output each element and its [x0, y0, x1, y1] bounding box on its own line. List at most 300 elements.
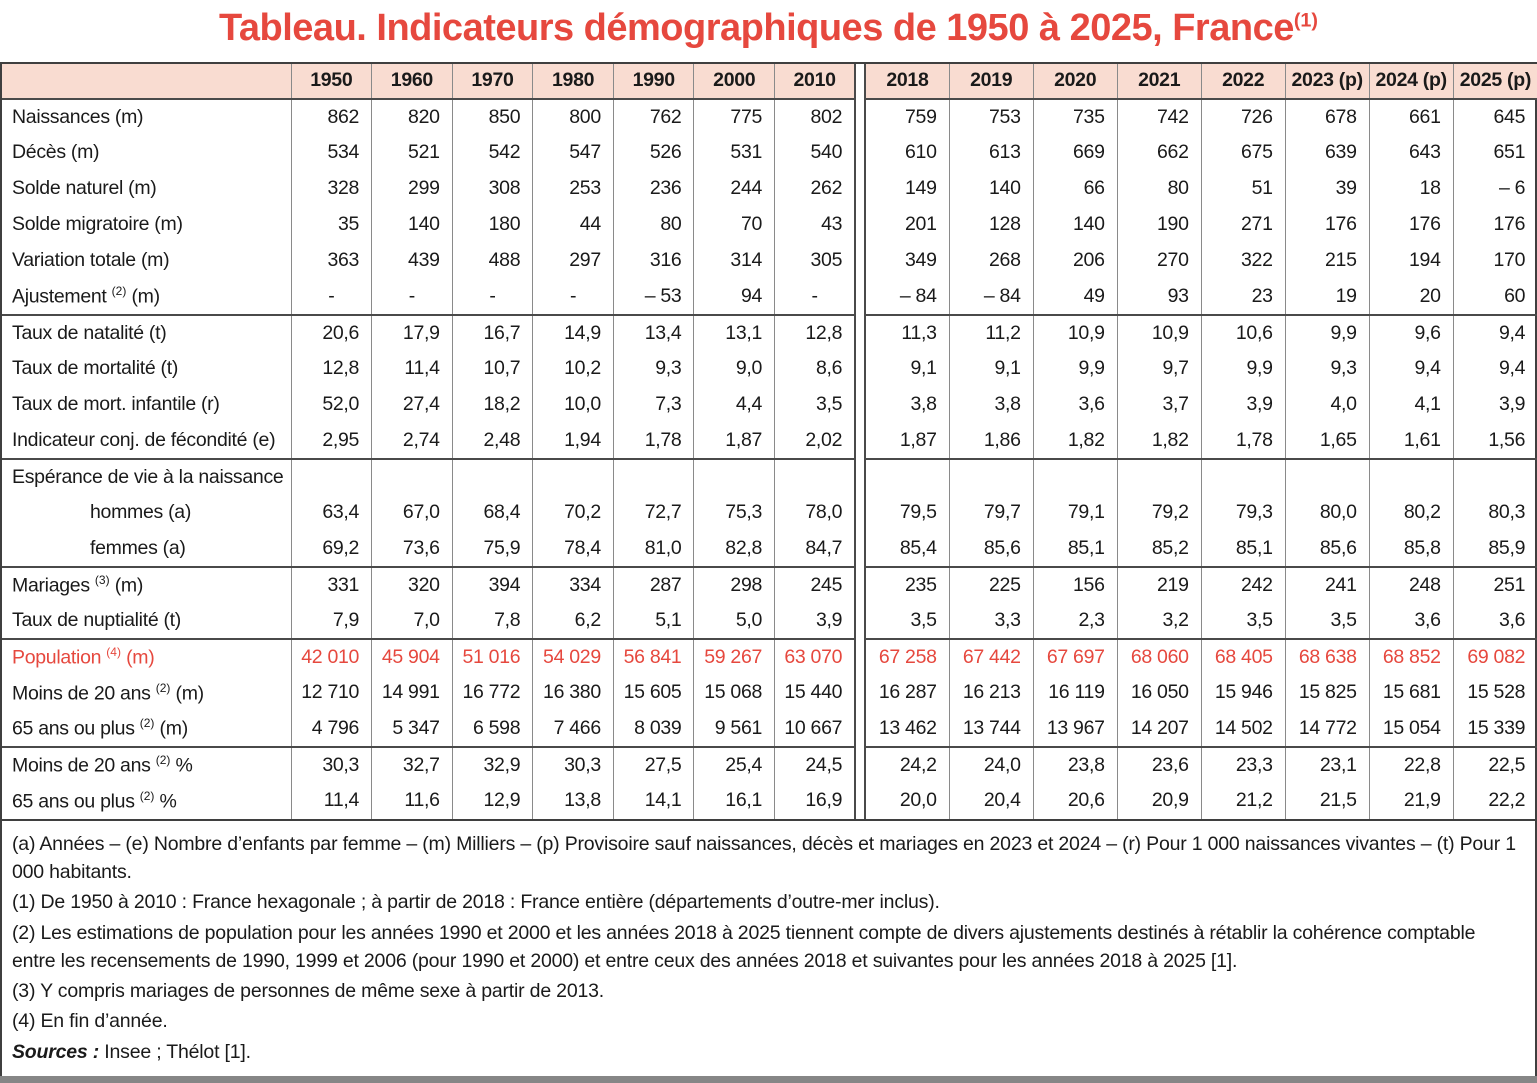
row-label-text: Variation totale (m): [12, 249, 170, 272]
value-cell: 15 068: [694, 675, 775, 711]
value-cell: 363: [291, 243, 372, 279]
row-label-text: Décès (m): [12, 141, 100, 164]
value-cell: 9,4: [1453, 315, 1537, 351]
value-cell: 16,7: [452, 315, 533, 351]
value-cell: 235: [865, 567, 949, 603]
value-cell: 85,1: [1033, 531, 1117, 567]
table-row: [2, 423, 1537, 459]
year-header-cell: 2023 (p): [1285, 64, 1369, 99]
value-cell: 69,2: [291, 531, 372, 567]
value-cell: 251: [1453, 567, 1537, 603]
value-cell: 15 528: [1453, 675, 1537, 711]
value-cell: 67,0: [372, 495, 453, 531]
value-cell: 1,61: [1369, 423, 1453, 459]
row-label-superscript: (4): [106, 645, 121, 660]
value-cell: 94: [694, 279, 775, 315]
row-label-text: Solde migratoire (m): [12, 213, 183, 236]
value-cell: 85,9: [1453, 531, 1537, 567]
value-cell: 79,3: [1201, 495, 1285, 531]
value-cell: 3,6: [1453, 603, 1537, 639]
year-header-cell: 2025 (p): [1453, 64, 1537, 99]
value-cell: 2,95: [291, 423, 372, 459]
row-label-text: 65 ans ou plus: [12, 717, 140, 740]
value-cell: 176: [1453, 207, 1537, 243]
row-label: [2, 603, 291, 639]
value-cell: 15 605: [613, 675, 694, 711]
footnote-line: (a) Années – (e) Nombre d’enfants par femme – (m) Milliers – (p) Provisoire sauf naissances, décès et mariages en 2023 et 2024 – (r) Pour 1 000 naissances vivantes – (t) Pour 1 000 habitants.: [12, 832, 1516, 884]
table-row: [2, 675, 1537, 711]
value-cell: 271: [1201, 207, 1285, 243]
value-cell: 639: [1285, 135, 1369, 171]
value-cell: – 6: [1453, 171, 1537, 207]
value-cell: [452, 459, 533, 495]
value-cell: 3,3: [949, 603, 1033, 639]
table-row: [2, 99, 1537, 135]
value-cell: 297: [533, 243, 614, 279]
year-header-cell: 1950: [291, 64, 372, 99]
column-divider: [855, 531, 865, 567]
value-cell: 27,4: [372, 387, 453, 423]
row-label-text: Mariages: [12, 574, 95, 597]
row-label: [2, 99, 291, 135]
year-header-cell: 1970: [452, 64, 533, 99]
row-label: [2, 531, 291, 567]
value-cell: 9,9: [1033, 351, 1117, 387]
value-cell: 80: [1117, 171, 1201, 207]
column-divider: [855, 747, 865, 783]
row-label-text: 65 ans ou plus: [12, 790, 140, 813]
value-cell: 140: [949, 171, 1033, 207]
table-row: [2, 531, 1537, 567]
value-cell: 675: [1201, 135, 1285, 171]
year-header-cell: 2021: [1117, 64, 1201, 99]
value-cell: 68 638: [1285, 639, 1369, 675]
value-cell: 328: [291, 171, 372, 207]
value-cell: 10 667: [775, 711, 856, 747]
value-cell: 244: [694, 171, 775, 207]
column-divider: [855, 99, 865, 135]
value-cell: 43: [775, 207, 856, 243]
value-cell: 762: [613, 99, 694, 135]
table-row: [2, 387, 1537, 423]
value-cell: 82,8: [694, 531, 775, 567]
value-cell: 759: [865, 99, 949, 135]
value-cell: 1,87: [694, 423, 775, 459]
value-cell: 2,48: [452, 423, 533, 459]
year-header-cell: 2010: [775, 64, 856, 99]
value-cell: 51 016: [452, 639, 533, 675]
value-cell: 3,5: [1201, 603, 1285, 639]
value-cell: 8,6: [775, 351, 856, 387]
row-label-superscript: (2): [111, 284, 127, 299]
value-cell: 15 339: [1453, 711, 1537, 747]
row-label: [2, 711, 291, 747]
value-cell: – 84: [865, 279, 949, 315]
value-cell: 16 119: [1033, 675, 1117, 711]
row-label: [2, 675, 291, 711]
value-cell: 735: [1033, 99, 1117, 135]
year-header-cell: 2018: [865, 64, 949, 99]
value-cell: [694, 459, 775, 495]
value-cell: 1,94: [533, 423, 614, 459]
value-cell: 51: [1201, 171, 1285, 207]
table-row: [2, 783, 1537, 819]
value-cell: 54 029: [533, 639, 614, 675]
value-cell: 19: [1285, 279, 1369, 315]
footnotes: [2, 819, 1535, 1076]
value-cell: 534: [291, 135, 372, 171]
value-cell: 66: [1033, 171, 1117, 207]
value-cell: 42 010: [291, 639, 372, 675]
row-label-text: Taux de nuptialité (t): [12, 608, 181, 631]
value-cell: 10,0: [533, 387, 614, 423]
value-cell: 13 462: [865, 711, 949, 747]
value-cell: 16 287: [865, 675, 949, 711]
year-header-cell: 2019: [949, 64, 1033, 99]
value-cell: 7,3: [613, 387, 694, 423]
column-divider: [855, 387, 865, 423]
value-cell: -: [775, 279, 856, 315]
value-cell: 63 070: [775, 639, 856, 675]
table-row: [2, 315, 1537, 351]
value-cell: 201: [865, 207, 949, 243]
table-row: [2, 495, 1537, 531]
value-cell: 93: [1117, 279, 1201, 315]
row-label-superscript: (2): [155, 680, 171, 695]
row-label: [2, 639, 291, 675]
value-cell: 316: [613, 243, 694, 279]
value-cell: 140: [1033, 207, 1117, 243]
table-row: [2, 207, 1537, 243]
value-cell: 32,9: [452, 747, 533, 783]
value-cell: 3,9: [1453, 387, 1537, 423]
value-cell: 15 440: [775, 675, 856, 711]
value-cell: 16,9: [775, 783, 856, 819]
value-cell: 44: [533, 207, 614, 243]
table-row: [2, 747, 1537, 783]
value-cell: 10,9: [1033, 315, 1117, 351]
value-cell: 678: [1285, 99, 1369, 135]
row-label: [2, 279, 291, 315]
value-cell: [949, 459, 1033, 495]
table-title-text: Tableau. Indicateurs démographiques de 1950 à 2025, France: [219, 7, 1294, 49]
value-cell: 72,7: [613, 495, 694, 531]
row-label-text: Taux de mort. infantile (r): [12, 393, 220, 416]
value-cell: 170: [1453, 243, 1537, 279]
value-cell: 56 841: [613, 639, 694, 675]
value-cell: 726: [1201, 99, 1285, 135]
column-divider: [855, 459, 865, 495]
table-container: [0, 62, 1537, 1076]
row-label-text: femmes (a): [90, 536, 186, 559]
value-cell: 3,8: [949, 387, 1033, 423]
value-cell: 80,2: [1369, 495, 1453, 531]
value-cell: 75,3: [694, 495, 775, 531]
value-cell: 18,2: [452, 387, 533, 423]
value-cell: 85,8: [1369, 531, 1453, 567]
value-cell: -: [452, 279, 533, 315]
value-cell: 190: [1117, 207, 1201, 243]
table-row: [2, 711, 1537, 747]
row-label: [2, 315, 291, 351]
value-cell: 23,8: [1033, 747, 1117, 783]
value-cell: 20,6: [291, 315, 372, 351]
value-cell: 7,0: [372, 603, 453, 639]
value-cell: 268: [949, 243, 1033, 279]
value-cell: 13 744: [949, 711, 1033, 747]
row-label-text: Solde naturel (m): [12, 177, 157, 200]
column-divider: [855, 207, 865, 243]
value-cell: 20,4: [949, 783, 1033, 819]
value-cell: [613, 459, 694, 495]
table-row: [2, 243, 1537, 279]
row-label: [2, 243, 291, 279]
row-label: [2, 423, 291, 459]
value-cell: 9 561: [694, 711, 775, 747]
value-cell: 613: [949, 135, 1033, 171]
value-cell: 15 825: [1285, 675, 1369, 711]
value-cell: [865, 459, 949, 495]
value-cell: 11,3: [865, 315, 949, 351]
value-cell: 526: [613, 135, 694, 171]
value-cell: 22,8: [1369, 747, 1453, 783]
value-cell: 176: [1369, 207, 1453, 243]
value-cell: 11,4: [372, 351, 453, 387]
row-label-suffix: %: [154, 790, 177, 813]
value-cell: 68 405: [1201, 639, 1285, 675]
value-cell: 13,4: [613, 315, 694, 351]
value-cell: 540: [775, 135, 856, 171]
value-cell: 14 502: [1201, 711, 1285, 747]
value-cell: 1,86: [949, 423, 1033, 459]
row-label-suffix: (m): [154, 717, 188, 740]
value-cell: 3,7: [1117, 387, 1201, 423]
value-cell: 79,2: [1117, 495, 1201, 531]
table-row: [2, 459, 1537, 495]
value-cell: 39: [1285, 171, 1369, 207]
value-cell: 85,4: [865, 531, 949, 567]
value-cell: 2,74: [372, 423, 453, 459]
value-cell: 23,1: [1285, 747, 1369, 783]
value-cell: 320: [372, 567, 453, 603]
table-row: [2, 639, 1537, 675]
column-divider: [855, 711, 865, 747]
column-divider: [855, 603, 865, 639]
value-cell: 14 772: [1285, 711, 1369, 747]
value-cell: 80,0: [1285, 495, 1369, 531]
value-cell: 45 904: [372, 639, 453, 675]
value-cell: 16 380: [533, 675, 614, 711]
value-cell: 30,3: [533, 747, 614, 783]
row-label-suffix: %: [170, 754, 193, 777]
value-cell: -: [372, 279, 453, 315]
value-cell: 299: [372, 171, 453, 207]
value-cell: 219: [1117, 567, 1201, 603]
value-cell: 52,0: [291, 387, 372, 423]
value-cell: 9,3: [1285, 351, 1369, 387]
value-cell: 215: [1285, 243, 1369, 279]
value-cell: 16 050: [1117, 675, 1201, 711]
value-cell: 9,1: [865, 351, 949, 387]
column-divider: [855, 315, 865, 351]
column-divider: [855, 279, 865, 315]
table-header: [2, 64, 1537, 99]
row-label: [2, 135, 291, 171]
value-cell: – 84: [949, 279, 1033, 315]
row-label: [2, 351, 291, 387]
value-cell: 14,9: [533, 315, 614, 351]
row-label-suffix: (m): [170, 682, 204, 705]
value-cell: 63,4: [291, 495, 372, 531]
table-row: [2, 279, 1537, 315]
value-cell: 12,8: [775, 315, 856, 351]
value-cell: 23: [1201, 279, 1285, 315]
value-cell: 21,5: [1285, 783, 1369, 819]
value-cell: 60: [1453, 279, 1537, 315]
value-cell: 68 852: [1369, 639, 1453, 675]
value-cell: 4,1: [1369, 387, 1453, 423]
column-divider: [855, 783, 865, 819]
value-cell: 75,9: [452, 531, 533, 567]
value-cell: 67 697: [1033, 639, 1117, 675]
footnote-line: (1) De 1950 à 2010 : France hexagonale ; à partir de 2018 : France entière (départements d’outre-mer inclus).: [12, 891, 940, 914]
value-cell: 651: [1453, 135, 1537, 171]
value-cell: 3,5: [1285, 603, 1369, 639]
value-cell: 24,0: [949, 747, 1033, 783]
value-cell: 21,9: [1369, 783, 1453, 819]
value-cell: 15 054: [1369, 711, 1453, 747]
value-cell: 3,5: [775, 387, 856, 423]
row-label-suffix: (m): [109, 574, 144, 597]
value-cell: 15 681: [1369, 675, 1453, 711]
value-cell: 9,4: [1369, 351, 1453, 387]
value-cell: 236: [613, 171, 694, 207]
value-cell: – 53: [613, 279, 694, 315]
row-label: [2, 171, 291, 207]
demographic-table: [2, 64, 1537, 819]
row-label-superscript: (2): [155, 753, 171, 768]
value-cell: 11,6: [372, 783, 453, 819]
year-header-row: [2, 64, 1537, 99]
value-cell: 262: [775, 171, 856, 207]
value-cell: 13 967: [1033, 711, 1117, 747]
value-cell: 8 039: [613, 711, 694, 747]
table-body: [2, 99, 1537, 819]
table-row: [2, 171, 1537, 207]
value-cell: 3,9: [775, 603, 856, 639]
value-cell: 5 347: [372, 711, 453, 747]
value-cell: 16,1: [694, 783, 775, 819]
value-cell: 25,4: [694, 747, 775, 783]
value-cell: 547: [533, 135, 614, 171]
value-cell: 7,8: [452, 603, 533, 639]
value-cell: 521: [372, 135, 453, 171]
value-cell: 2,3: [1033, 603, 1117, 639]
row-label: [2, 459, 291, 495]
row-label-text: Espérance de vie à la naissance: [12, 465, 284, 488]
value-cell: 820: [372, 99, 453, 135]
corner-cell: [2, 64, 291, 99]
value-cell: 802: [775, 99, 856, 135]
value-cell: 79,7: [949, 495, 1033, 531]
value-cell: 645: [1453, 99, 1537, 135]
value-cell: 85,1: [1201, 531, 1285, 567]
value-cell: 661: [1369, 99, 1453, 135]
value-cell: 20,6: [1033, 783, 1117, 819]
value-cell: 12,8: [291, 351, 372, 387]
value-cell: [1285, 459, 1369, 495]
value-cell: 12,9: [452, 783, 533, 819]
value-cell: 85,6: [949, 531, 1033, 567]
table-row: [2, 351, 1537, 387]
value-cell: 9,4: [1453, 351, 1537, 387]
value-cell: 1,87: [865, 423, 949, 459]
value-cell: 23,3: [1201, 747, 1285, 783]
value-cell: 1,78: [1201, 423, 1285, 459]
value-cell: 14 991: [372, 675, 453, 711]
value-cell: 308: [452, 171, 533, 207]
sources-line: [12, 1038, 1523, 1066]
value-cell: 322: [1201, 243, 1285, 279]
value-cell: 3,2: [1117, 603, 1201, 639]
value-cell: 18: [1369, 171, 1453, 207]
year-header-cell: 1980: [533, 64, 614, 99]
value-cell: 10,7: [452, 351, 533, 387]
table-row: [2, 567, 1537, 603]
value-cell: 241: [1285, 567, 1369, 603]
value-cell: 13,8: [533, 783, 614, 819]
value-cell: 3,5: [865, 603, 949, 639]
value-cell: 1,56: [1453, 423, 1537, 459]
value-cell: 12 710: [291, 675, 372, 711]
value-cell: 1,82: [1033, 423, 1117, 459]
value-cell: 11,4: [291, 783, 372, 819]
value-cell: [291, 459, 372, 495]
value-cell: 862: [291, 99, 372, 135]
value-cell: 128: [949, 207, 1033, 243]
value-cell: 610: [865, 135, 949, 171]
value-cell: 270: [1117, 243, 1201, 279]
value-cell: 488: [452, 243, 533, 279]
value-cell: 1,65: [1285, 423, 1369, 459]
value-cell: 439: [372, 243, 453, 279]
value-cell: 11,2: [949, 315, 1033, 351]
value-cell: 81,0: [613, 531, 694, 567]
bottom-rule: [0, 1076, 1537, 1083]
value-cell: 394: [452, 567, 533, 603]
row-label-text: Ajustement: [12, 285, 112, 308]
value-cell: 9,9: [1201, 351, 1285, 387]
value-cell: 242: [1201, 567, 1285, 603]
value-cell: 10,9: [1117, 315, 1201, 351]
column-divider: [855, 423, 865, 459]
value-cell: 349: [865, 243, 949, 279]
sources-label: Sources :: [12, 1040, 100, 1063]
year-header-cell: 1960: [372, 64, 453, 99]
value-cell: [1117, 459, 1201, 495]
row-label-text: Moins de 20 ans: [12, 754, 156, 777]
year-header-cell: 2000: [694, 64, 775, 99]
value-cell: 85,6: [1285, 531, 1369, 567]
table-row: [2, 603, 1537, 639]
value-cell: [775, 459, 856, 495]
value-cell: 531: [694, 135, 775, 171]
value-cell: 21,2: [1201, 783, 1285, 819]
row-label-text: Taux de natalité (t): [12, 321, 167, 344]
value-cell: 2,02: [775, 423, 856, 459]
value-cell: 287: [613, 567, 694, 603]
value-cell: 20,9: [1117, 783, 1201, 819]
